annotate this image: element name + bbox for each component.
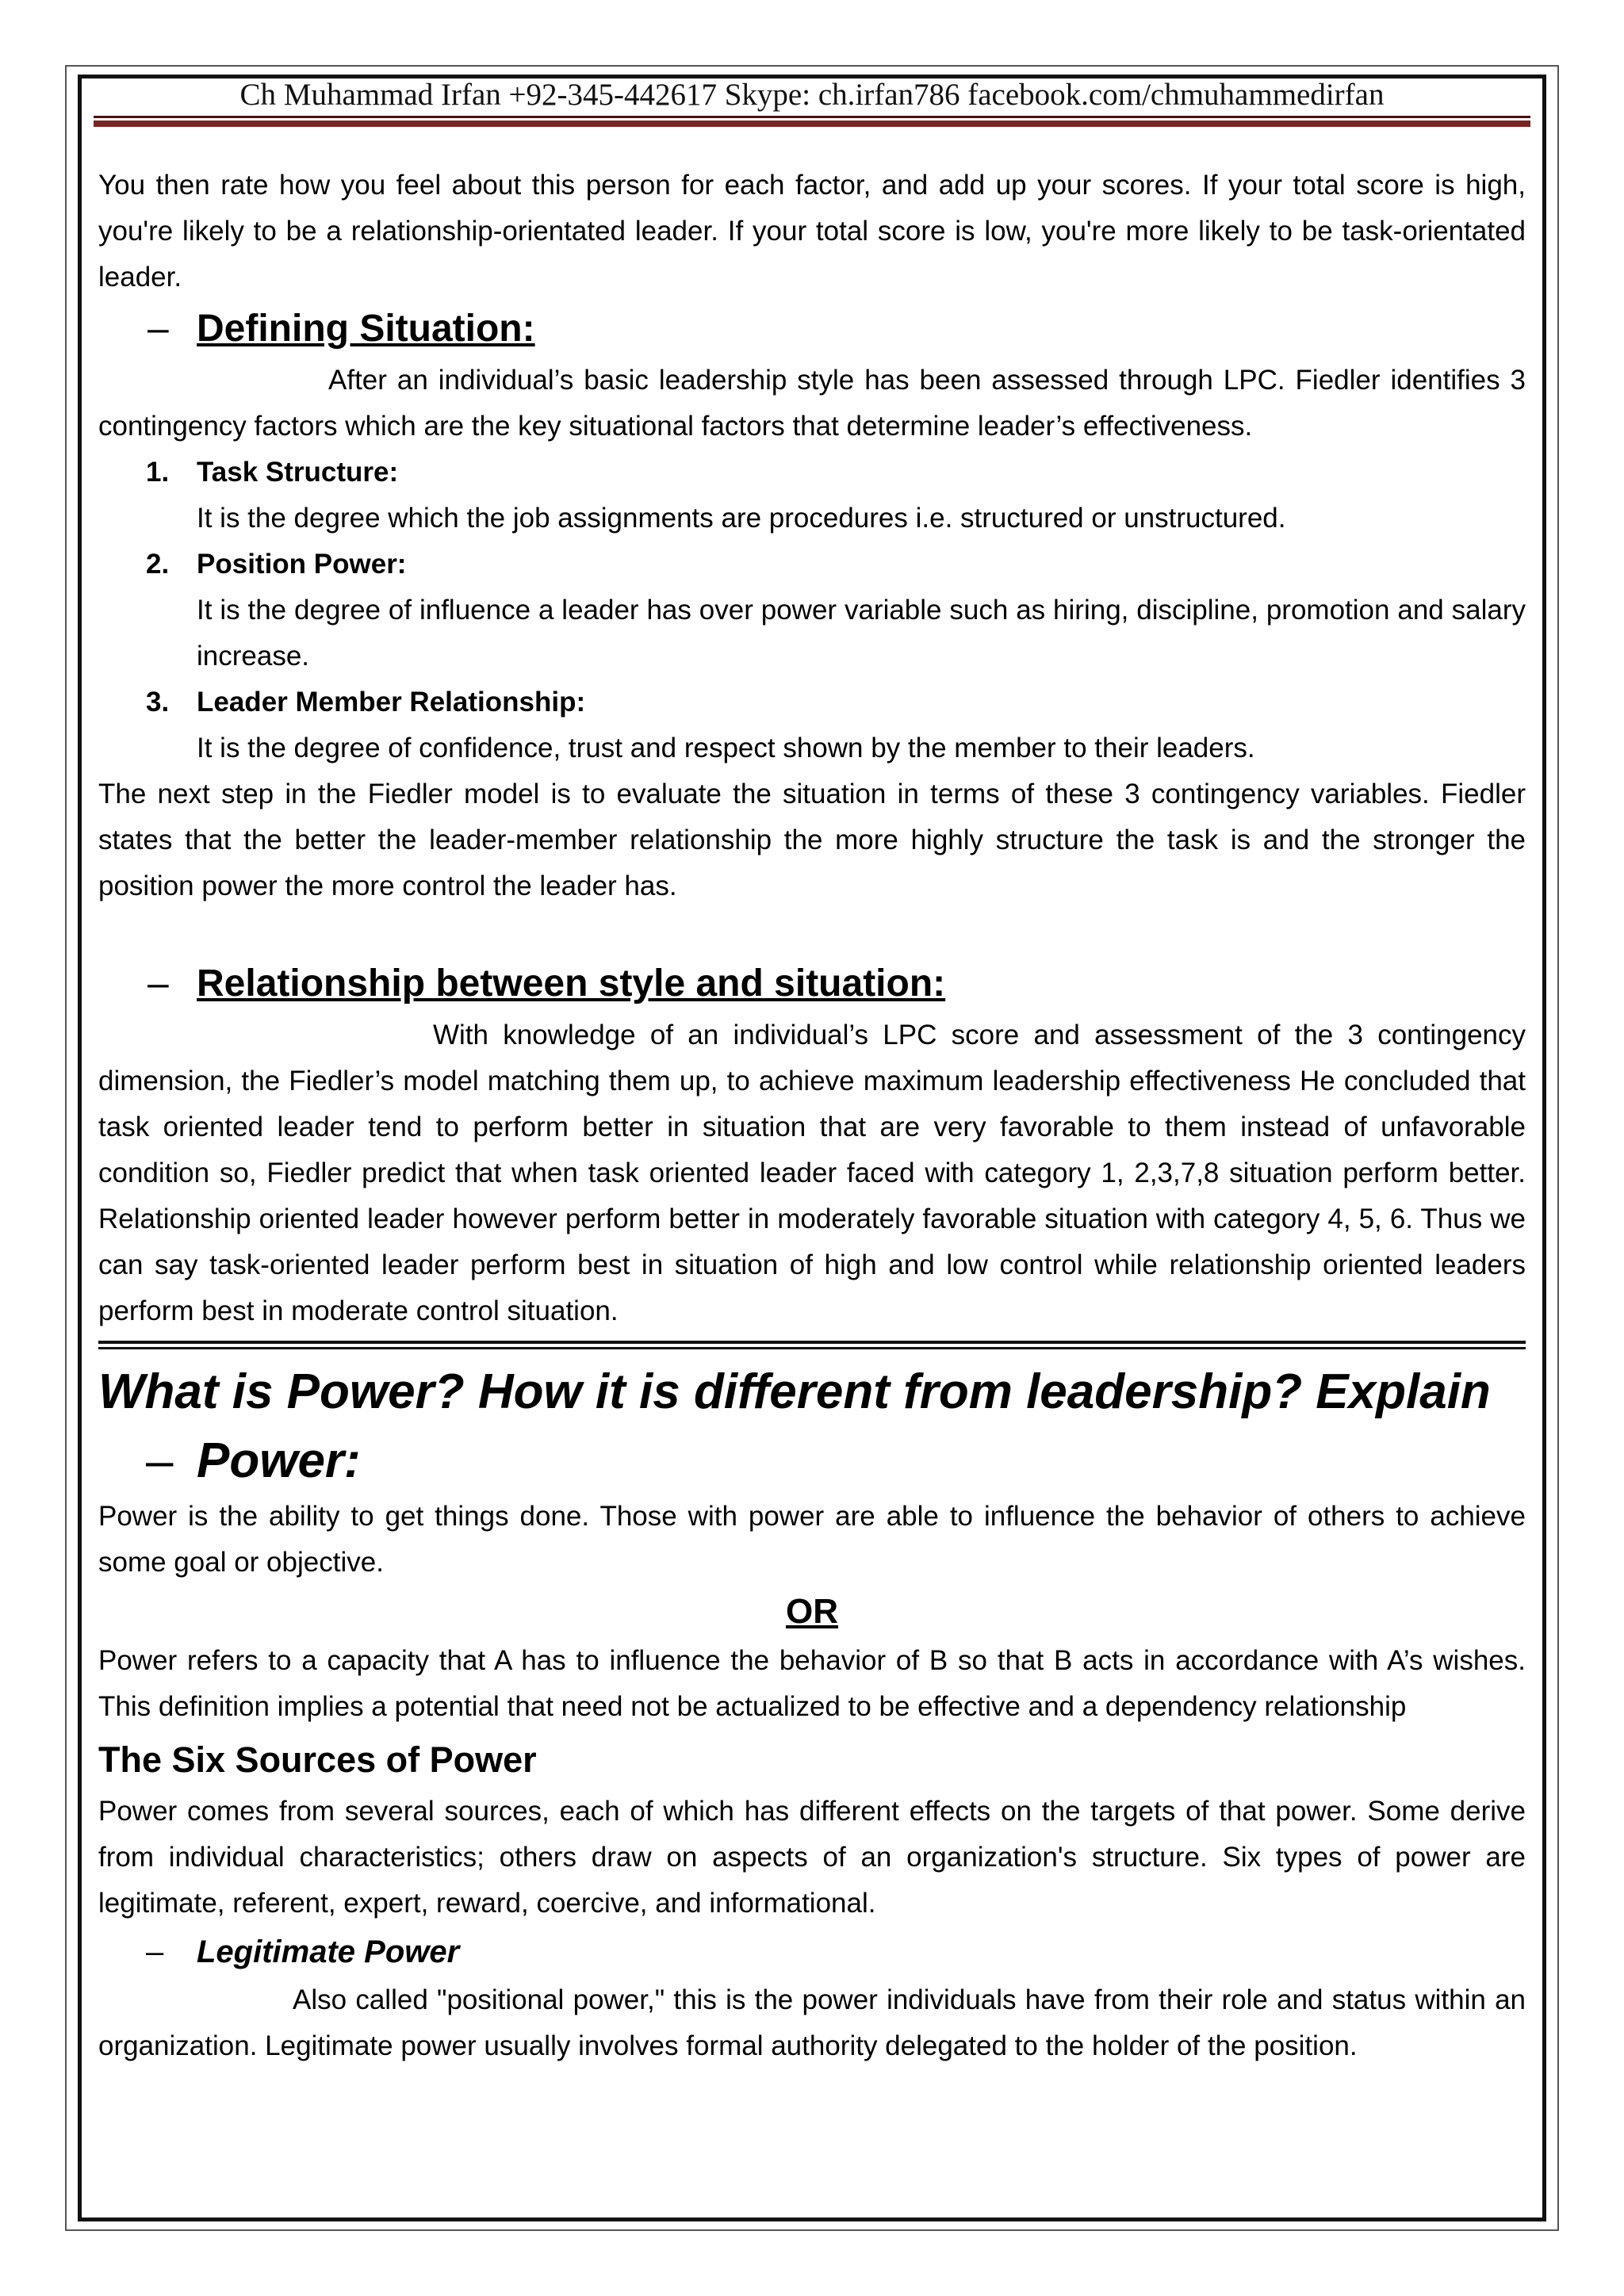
item-body: It is the degree which the job assignments are procedures i.e. structured or unstructured. [197, 503, 1286, 534]
heading-text: Legitimate Power [197, 1934, 460, 1969]
or-separator: OR [786, 1592, 838, 1631]
dash-bullet: – [147, 962, 169, 1004]
defining-situation-heading [98, 300, 1526, 358]
defining-situation-paragraph: After an individual’s basic leadership style has been assessed through LPC. Fiedler identifies 3 contingency factors which are the key situational factors that determine leader’s effectiveness. [98, 365, 1526, 442]
intro-paragraph: You then rate how you feel about this person for each factor, and add up your scores. If your total score is high, you're likely to be a relationship-orientated leader. If your total score is low, you're more likely to be task-orientated leader. [98, 170, 1526, 293]
relationship-paragraph: With knowledge of an individual’s LPC score and assessment of the 3 contingency dimension, the Fiedler’s model matching them up, to achieve maximum leadership effectiveness He concluded that task oriented leader tend to perform better in situation that are very favorable to them instead of unfavorable condition so, Fiedler predict that when task oriented leader faced with category 1, 2,3,7,8 situation perform better. Relationship oriented leader however perform better in moderately favorable situation with category 4, 5, 6. Thus we can say task-oriented leader perform best in situation of high and low control while relationship oriented leaders perform best in moderate control situation. [98, 1020, 1526, 1326]
contingency-factor-list [98, 450, 1526, 771]
section-divider-thin [98, 1347, 1526, 1349]
power-definition-2: Power refers to a capacity that A has to influence the behavior of B so that B acts in accordance with A’s wishes. This definition implies a potential that need not be actualized to be effective and a dependency relationship [98, 1645, 1526, 1722]
power-heading [98, 1429, 1526, 1494]
dash-bullet: – [147, 308, 169, 350]
heading-text: Relationship between style and situation: [197, 962, 946, 1004]
item-title: Position Power: [197, 549, 407, 580]
legitimate-power-paragraph: Also called "positional power," this is the power individuals have from their role and status within an organization. Legitimate power usually involves formal authority delegated to the holder of the position. [98, 1984, 1526, 2061]
section-divider [98, 1341, 1526, 1344]
header-rule-thin [94, 116, 1530, 118]
item-number: 3. [146, 687, 170, 718]
fiedler-closing-paragraph: The next step in the Fiedler model is to evaluate the situation in terms of these 3 contingency variables. Fiedler states that the better the leader-member relationship the more highly structure the task is and the stronger the position power the more control the leader has. [98, 779, 1526, 901]
item-number: 1. [146, 457, 170, 488]
heading-text: Power: [197, 1433, 361, 1488]
heading-text: Defining Situation: [197, 308, 535, 350]
list-item [98, 541, 1526, 587]
item-body: It is the degree of confidence, trust and respect shown by the member to their leaders. [197, 733, 1255, 763]
document-body [98, 163, 1526, 2069]
power-question-title: What is Power? How it is different from leadership? Explain [98, 1364, 1491, 1419]
item-title: Task Structure: [197, 457, 399, 488]
legitimate-power-heading [98, 1927, 1526, 1977]
six-sources-paragraph: Power comes from several sources, each of which has different effects on the targets of that power. Some derive from individual characteristics; others draw on aspects of an organization's structure. Six types of power are legitimate, referent, expert, reward, coercive, and informational. [98, 1796, 1526, 1919]
list-item [98, 450, 1526, 496]
page-header: Ch Muhammad Irfan +92-345-442617 Skype: ch.irfan786 facebook.com/chmuhammedirfan [239, 78, 1385, 112]
power-definition-1: Power is the ability to get things done. Those with power are able to influence the behavior of others to achieve some goal or objective. [98, 1501, 1526, 1578]
relationship-heading [98, 955, 1526, 1012]
item-body: It is the degree of influence a leader has over power variable such as hiring, discipline, promotion and salary increase. [197, 595, 1526, 672]
item-title: Leader Member Relationship: [197, 687, 586, 718]
list-item [98, 679, 1526, 725]
dash-bullet: – [146, 1934, 164, 1969]
header-rule-thick [94, 121, 1530, 127]
item-number: 2. [146, 549, 170, 580]
dash-bullet: – [146, 1433, 174, 1488]
six-sources-heading: The Six Sources of Power [98, 1739, 537, 1780]
